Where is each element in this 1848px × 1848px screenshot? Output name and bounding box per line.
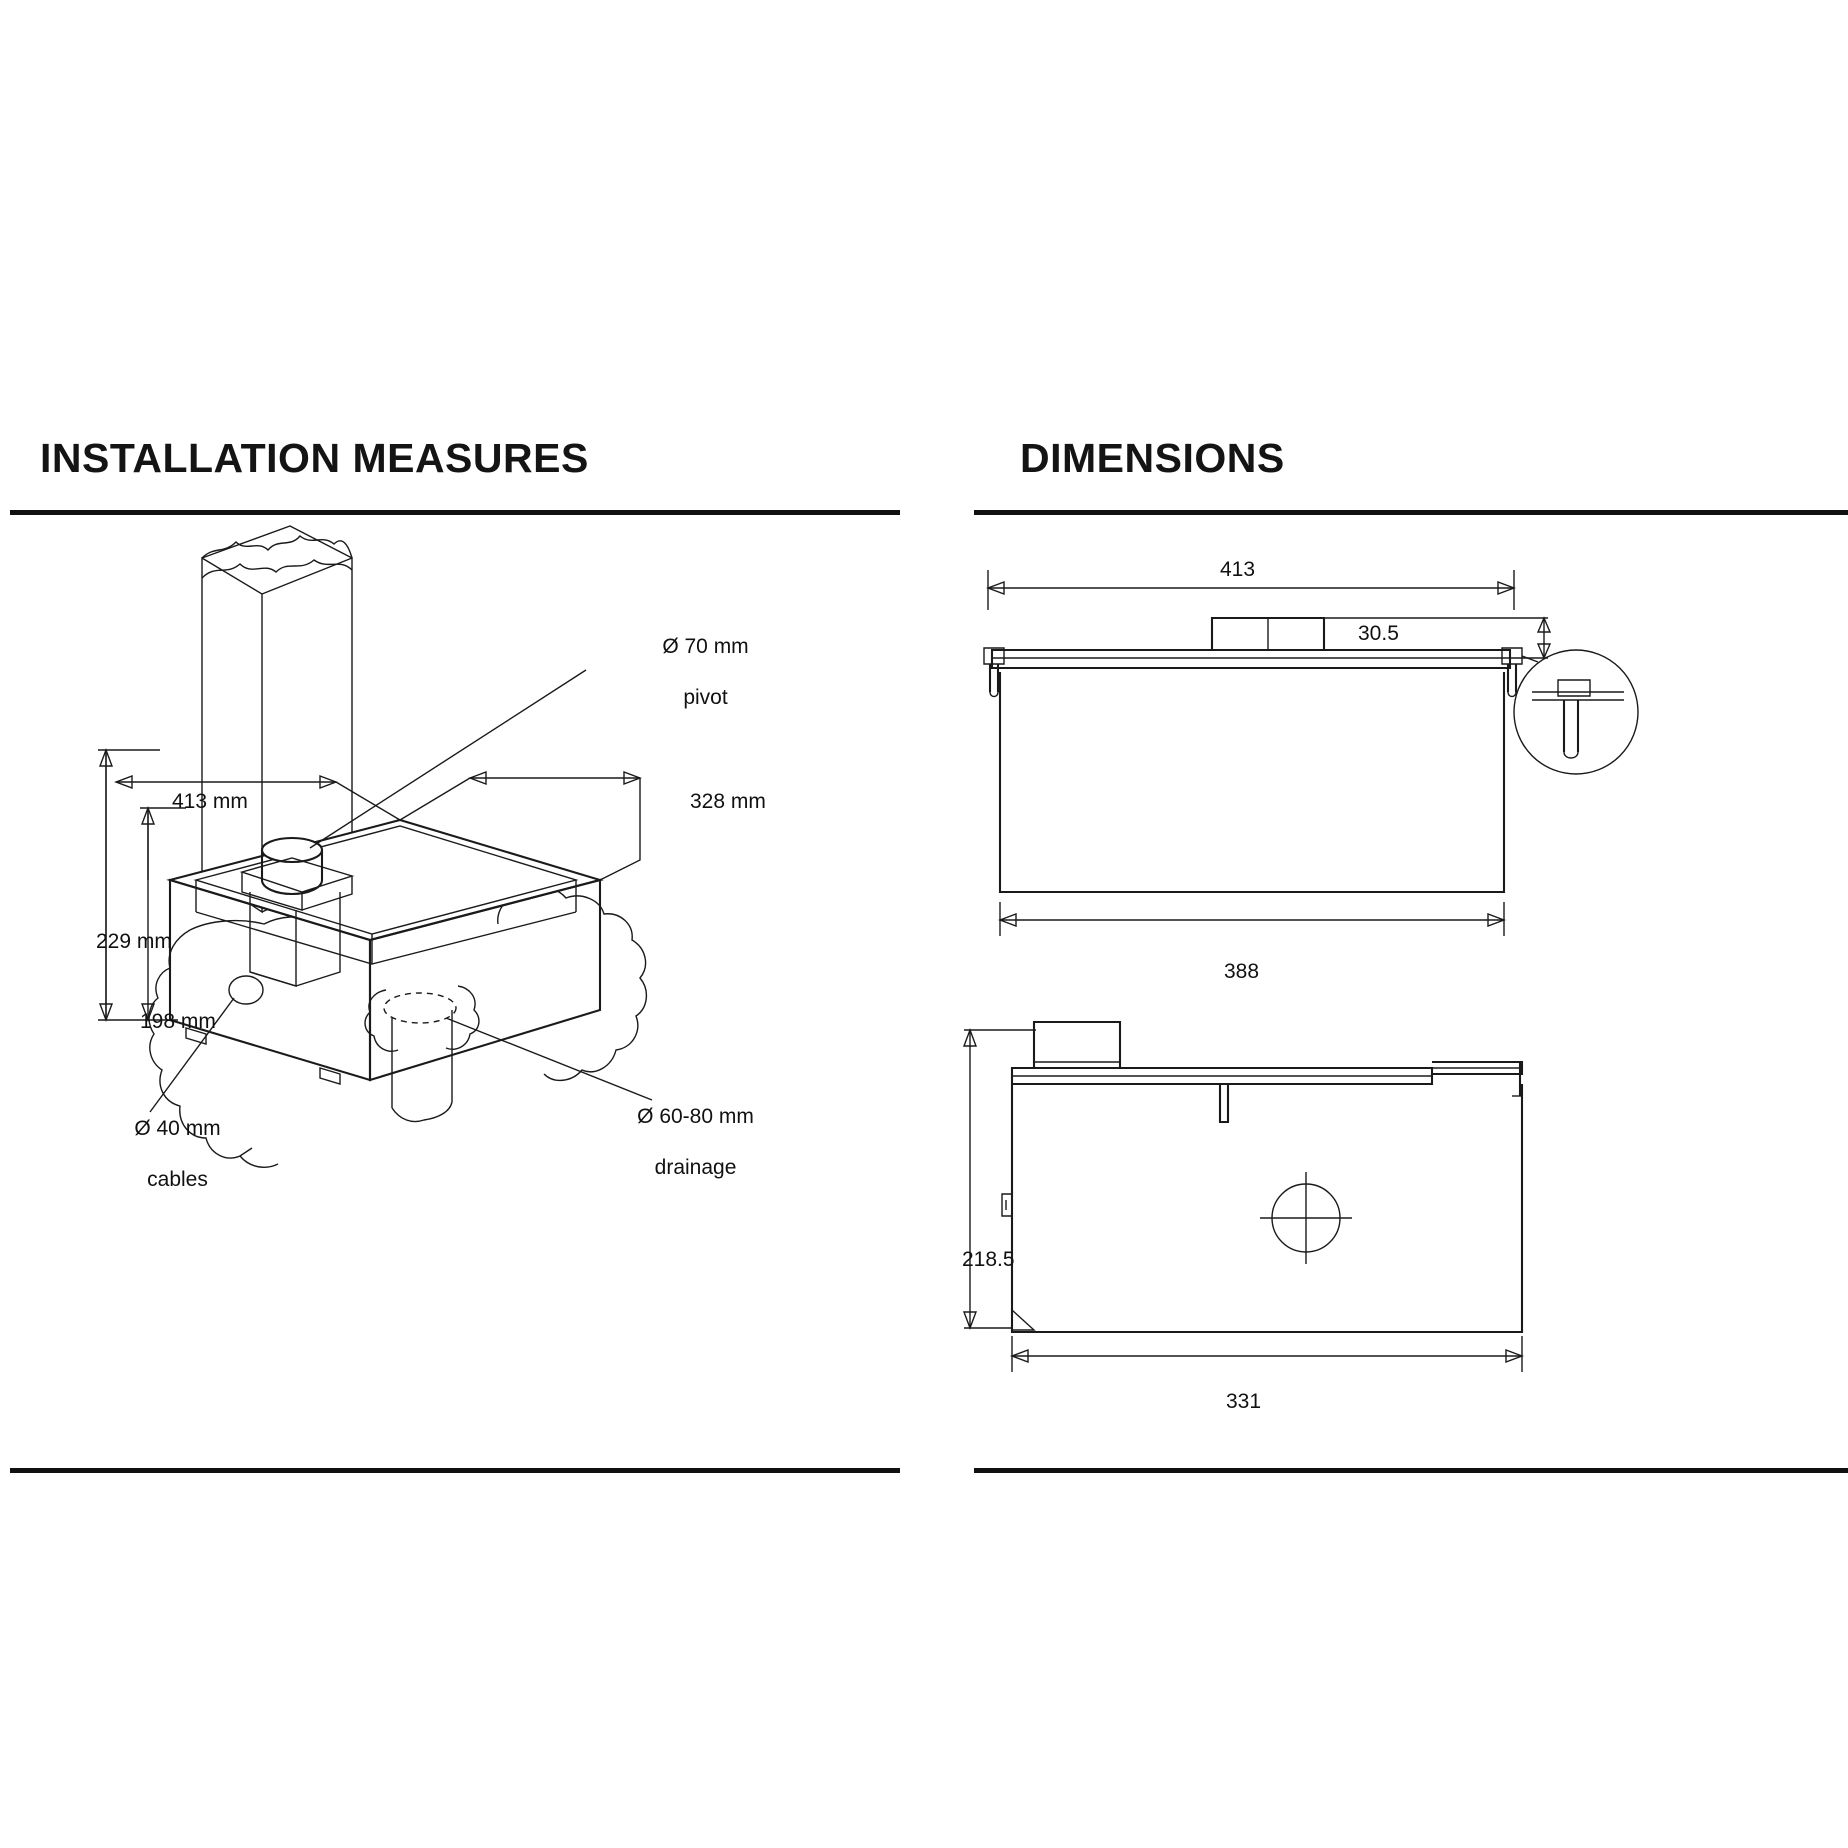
callout-drainage [568,1078,788,1206]
right-panel-bottom-rule [974,1468,1848,1473]
callout-drainage-line2: drainage [654,1155,737,1179]
dim-198mm: 198 mm [140,1010,216,1033]
callout-cables-line2: cables [147,1167,208,1191]
dim-388: 388 [1224,960,1260,983]
dimensions-panel [924,0,1848,1848]
dimensions-title: DIMENSIONS [1020,435,1285,481]
side-view-drawing [924,1000,1848,1420]
dim-229mm: 229 mm [96,930,172,953]
dim-30-5: 30.5 [1358,622,1399,645]
left-panel-bottom-rule [10,1468,900,1473]
callout-cables [60,1090,260,1218]
dim-328mm: 328 mm [690,790,766,813]
right-panel-top-rule [974,510,1848,515]
top-view-drawing [924,540,1848,960]
dim-413: 413 [1220,558,1256,581]
callout-pivot-line1: Ø 70 mm [662,634,749,658]
installation-measures-title: INSTALLATION MEASURES [40,435,589,481]
dim-218-5: 218.5 [962,1248,1015,1271]
callout-drainage-line1: Ø 60-80 mm [637,1104,754,1128]
left-panel-top-rule [10,510,900,515]
callout-cables-line1: Ø 40 mm [134,1116,221,1140]
dim-331: 331 [1226,1390,1262,1413]
callout-pivot [588,608,788,736]
callout-pivot-line2: pivot [683,685,728,709]
dim-413mm: 413 mm [172,790,248,813]
